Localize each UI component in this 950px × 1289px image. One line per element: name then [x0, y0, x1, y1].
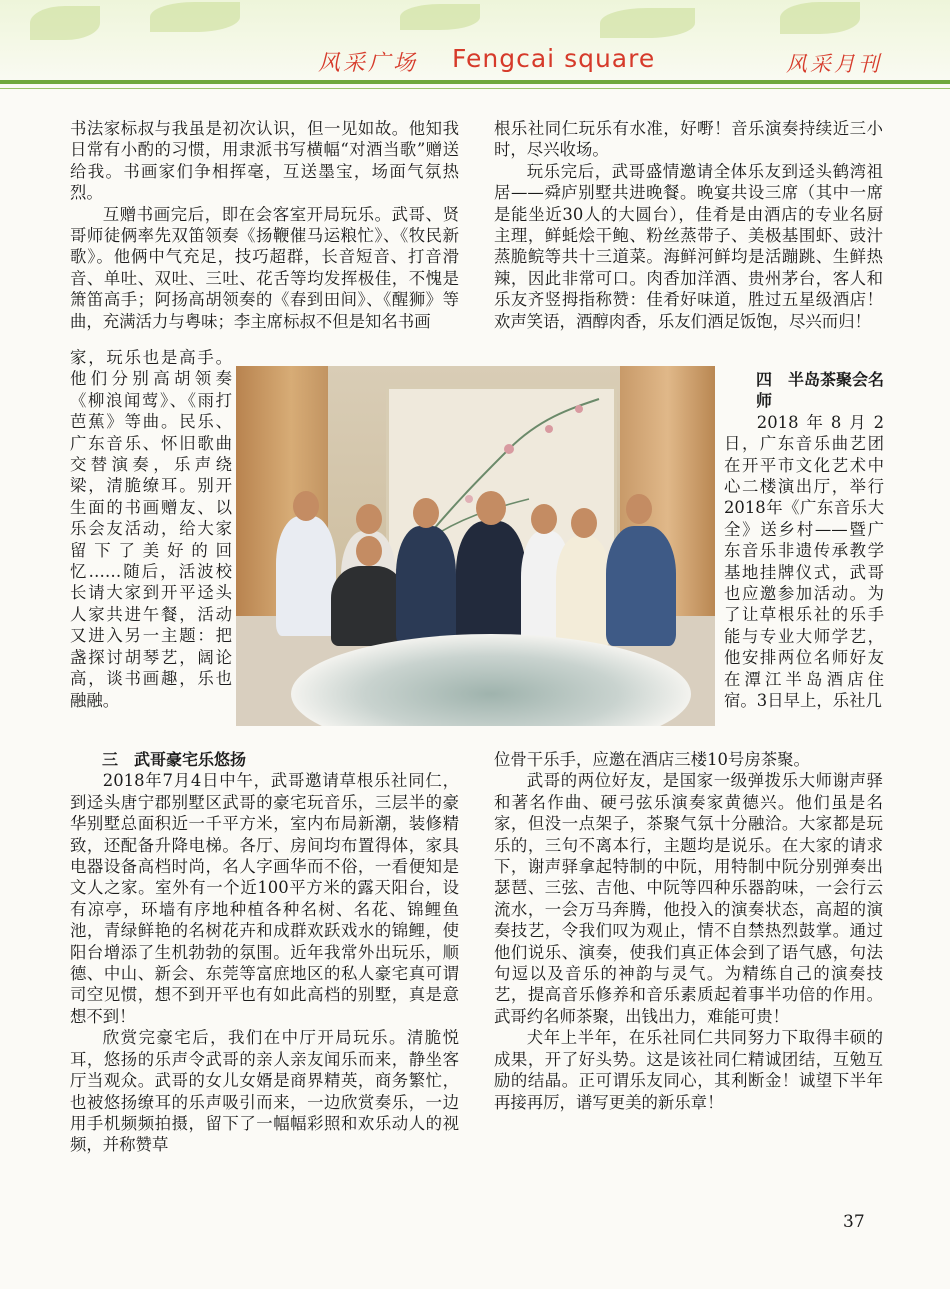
person-head — [626, 494, 652, 524]
leaf-decoration — [400, 4, 480, 30]
header-rule — [0, 80, 950, 84]
person-head — [413, 498, 439, 528]
section-title-zh: 风采广场 — [318, 51, 419, 76]
magazine-name: 风采月刊 — [786, 52, 882, 76]
person-head — [356, 536, 382, 566]
paragraph: 互赠书画完后，即在会客室开局玩乐。武哥、贤哥师徒俩率先双笛领奏《扬鞭催马运粮忙》、《牧民新歌》。他俩中气充足，技巧超群，长音短音、打音滑音、单吐、双吐、三吐、花舌等均发挥极佳，不愧是箫笛高手；阿扬高胡领奏的《春到田间》、《醒狮》等曲，充满活力与粤味；李主席标叔不但是知名书画 — [70, 204, 459, 331]
leaf-decoration — [780, 2, 860, 34]
person — [396, 526, 456, 646]
person — [556, 536, 611, 646]
person — [606, 526, 676, 646]
person-head — [476, 491, 506, 525]
section-title-en: Fengcai square — [452, 44, 656, 73]
right-wrap-text — [724, 369, 884, 712]
page-number: 37 — [843, 1212, 865, 1232]
section-heading: 四 半岛茶聚会名师 — [756, 370, 885, 411]
person-head — [571, 508, 597, 538]
paragraph: 根乐社同仁玩乐有水准，好嘢！音乐演奏持续近三小时，尽兴收场。 — [494, 119, 883, 160]
paragraph: 位骨干乐手，应邀在酒店三楼10号房茶聚。 — [494, 750, 810, 769]
page-header — [0, 0, 950, 92]
left-wrap-text: 家，玩乐也是高手。他们分别高胡领奏《柳浪闻莺》、《雨打芭蕉》等曲。民乐、广东音乐、怀旧歌曲交替演奏，乐声绕梁，清脆缭耳。别开生面的书画赠友、以乐会友活动，给大家留下了美好的回忆……随后，活波校长请大家到开平迳头人家共进午餐，活动又进入另一主题：把盏探讨胡琴艺，阔论高，谈书画趣，乐也融融。 — [70, 348, 232, 710]
person-head — [293, 491, 319, 521]
person — [276, 516, 336, 636]
person-head — [356, 504, 382, 534]
paragraph: 2018年7月4日中午，武哥邀请草根乐社同仁，到迳头唐宁郡别墅区武哥的豪宅玩音乐，三层半的豪华别墅总面积近一千平方米，室内布局新潮，装修精致，还配备升降电梯。各厅、房间均布置得体，家具电器设备高档时尚，名人字画华而不俗，一看便知是文人之家。室外有一个近100平方米的露天阳台，设有凉亭，环墙有序地种植各种名树、名花、锦鲤鱼池，青绿鲜艳的名树花卉和成群欢跃戏水的锦鲤，使阳台增添了生机勃勃的氛围。近年我常外出玩乐，顺德、中山、新会、东莞等富庶地区的私人豪宅真可谓司空见惯，想不到开平也有如此高档的别墅，真是意想不到！ — [70, 771, 459, 1026]
paragraph: 犬年上半年，在乐社同仁共同努力下取得丰硕的成果，开了好头势。这是该社同仁精诚团结，互勉互励的结晶。正可谓乐友同心，其利断金！诚望下半年再接再厉，谱写更美的新乐章！ — [494, 1028, 883, 1112]
paragraph: 玩乐完后，武哥盛情邀请全体乐友到迳头鹤湾祖居——舜庐别墅共进晚餐。晚宴共设三席（其中一席是能坐近30人的大圆台），佳肴是由酒店的专业名厨主理，鲜蚝烩干鲍、粉丝蒸带子、美极基围虾、豉汁蒸脆鲩等共十三道菜。海鲜河鲜均是活蹦跳、生鲜热辣，因此非常可口。肉香加洋酒、贵州茅台，客人和乐友齐竖拇指称赞：佳肴好味道，胜过五星级酒店！欢声笑语，酒醇肉香，乐友们酒足饭饱，尽兴而归！ — [494, 161, 883, 331]
leaf-decoration — [150, 2, 240, 32]
leaf-decoration — [30, 6, 100, 40]
group-photo-image — [236, 366, 715, 726]
person-head — [531, 504, 557, 534]
paragraph: 2018年8月2日，广东音乐曲艺团在开平市文化艺术中心二楼演出厅，举行2018年《广东音乐大全》送乡村——暨广东音乐非遗传承教学基地挂牌仪式，武哥也应邀参加活动。为了让草根乐社的乐手能与专业大师学艺，他安排两位名师好友在潭江半岛酒店住宿。3日早上，乐社几 — [724, 412, 884, 711]
header-rule-thin — [0, 88, 950, 89]
paragraph: 欣赏完豪宅后，我们在中厅开局玩乐。清脆悦耳，悠扬的乐声令武哥的亲人亲友闻乐而来，静坐客厅当观众。武哥的女儿女婿是商界精英，商务繁忙，也被悠扬缭耳的乐声吸引而来，一边欣赏奏乐，一边用手机频频拍摄，留下了一幅幅彩照和欢乐动人的视频，并称赞草 — [70, 1028, 459, 1155]
section-heading: 三 武哥豪宅乐悠扬 — [102, 750, 247, 769]
left-column-bottom — [70, 749, 459, 1156]
paragraph: 书法家标叔与我虽是初次认识，但一见如故。他知我日常有小酌的习惯，用隶派书写横幅“对酒当歌”赠送给我。书画家们争相挥毫，互送墨宝，场面气氛热烈。 — [70, 119, 459, 203]
right-column-top — [494, 118, 883, 332]
person — [331, 566, 406, 646]
leaf-decoration — [600, 8, 695, 38]
right-column-bottom — [494, 749, 883, 1113]
paragraph: 武哥的两位好友，是国家一级弹拨乐大师谢声驿和著名作曲、硬弓弦乐演奏家黄德兴。他们虽是名家，但没一点架子，茶聚气氛十分融洽。大家都是玩乐的，三句不离本行，主题均是说乐。在大家的请求下，谢声驿拿起特制的中阮，用特制中阮分别弹奏出瑟琶、三弦、吉他、中阮等四种乐器韵味，一会行云流水，一会万马奔腾，他投入的演奏状态，高超的演奏技艺，令我们叹为观止，情不自禁热烈鼓掌。通过他们说乐、演奏，使我们真正体会到了语气感，句法句逗以及音乐的神韵与灵气。为精练自己的演奏技艺，提高音乐修养和音乐素质起着事半功倍的作用。武哥约名师茶聚，出钱出力，难能可贵！ — [494, 771, 883, 1026]
person — [456, 521, 526, 646]
left-column-top — [70, 118, 459, 332]
